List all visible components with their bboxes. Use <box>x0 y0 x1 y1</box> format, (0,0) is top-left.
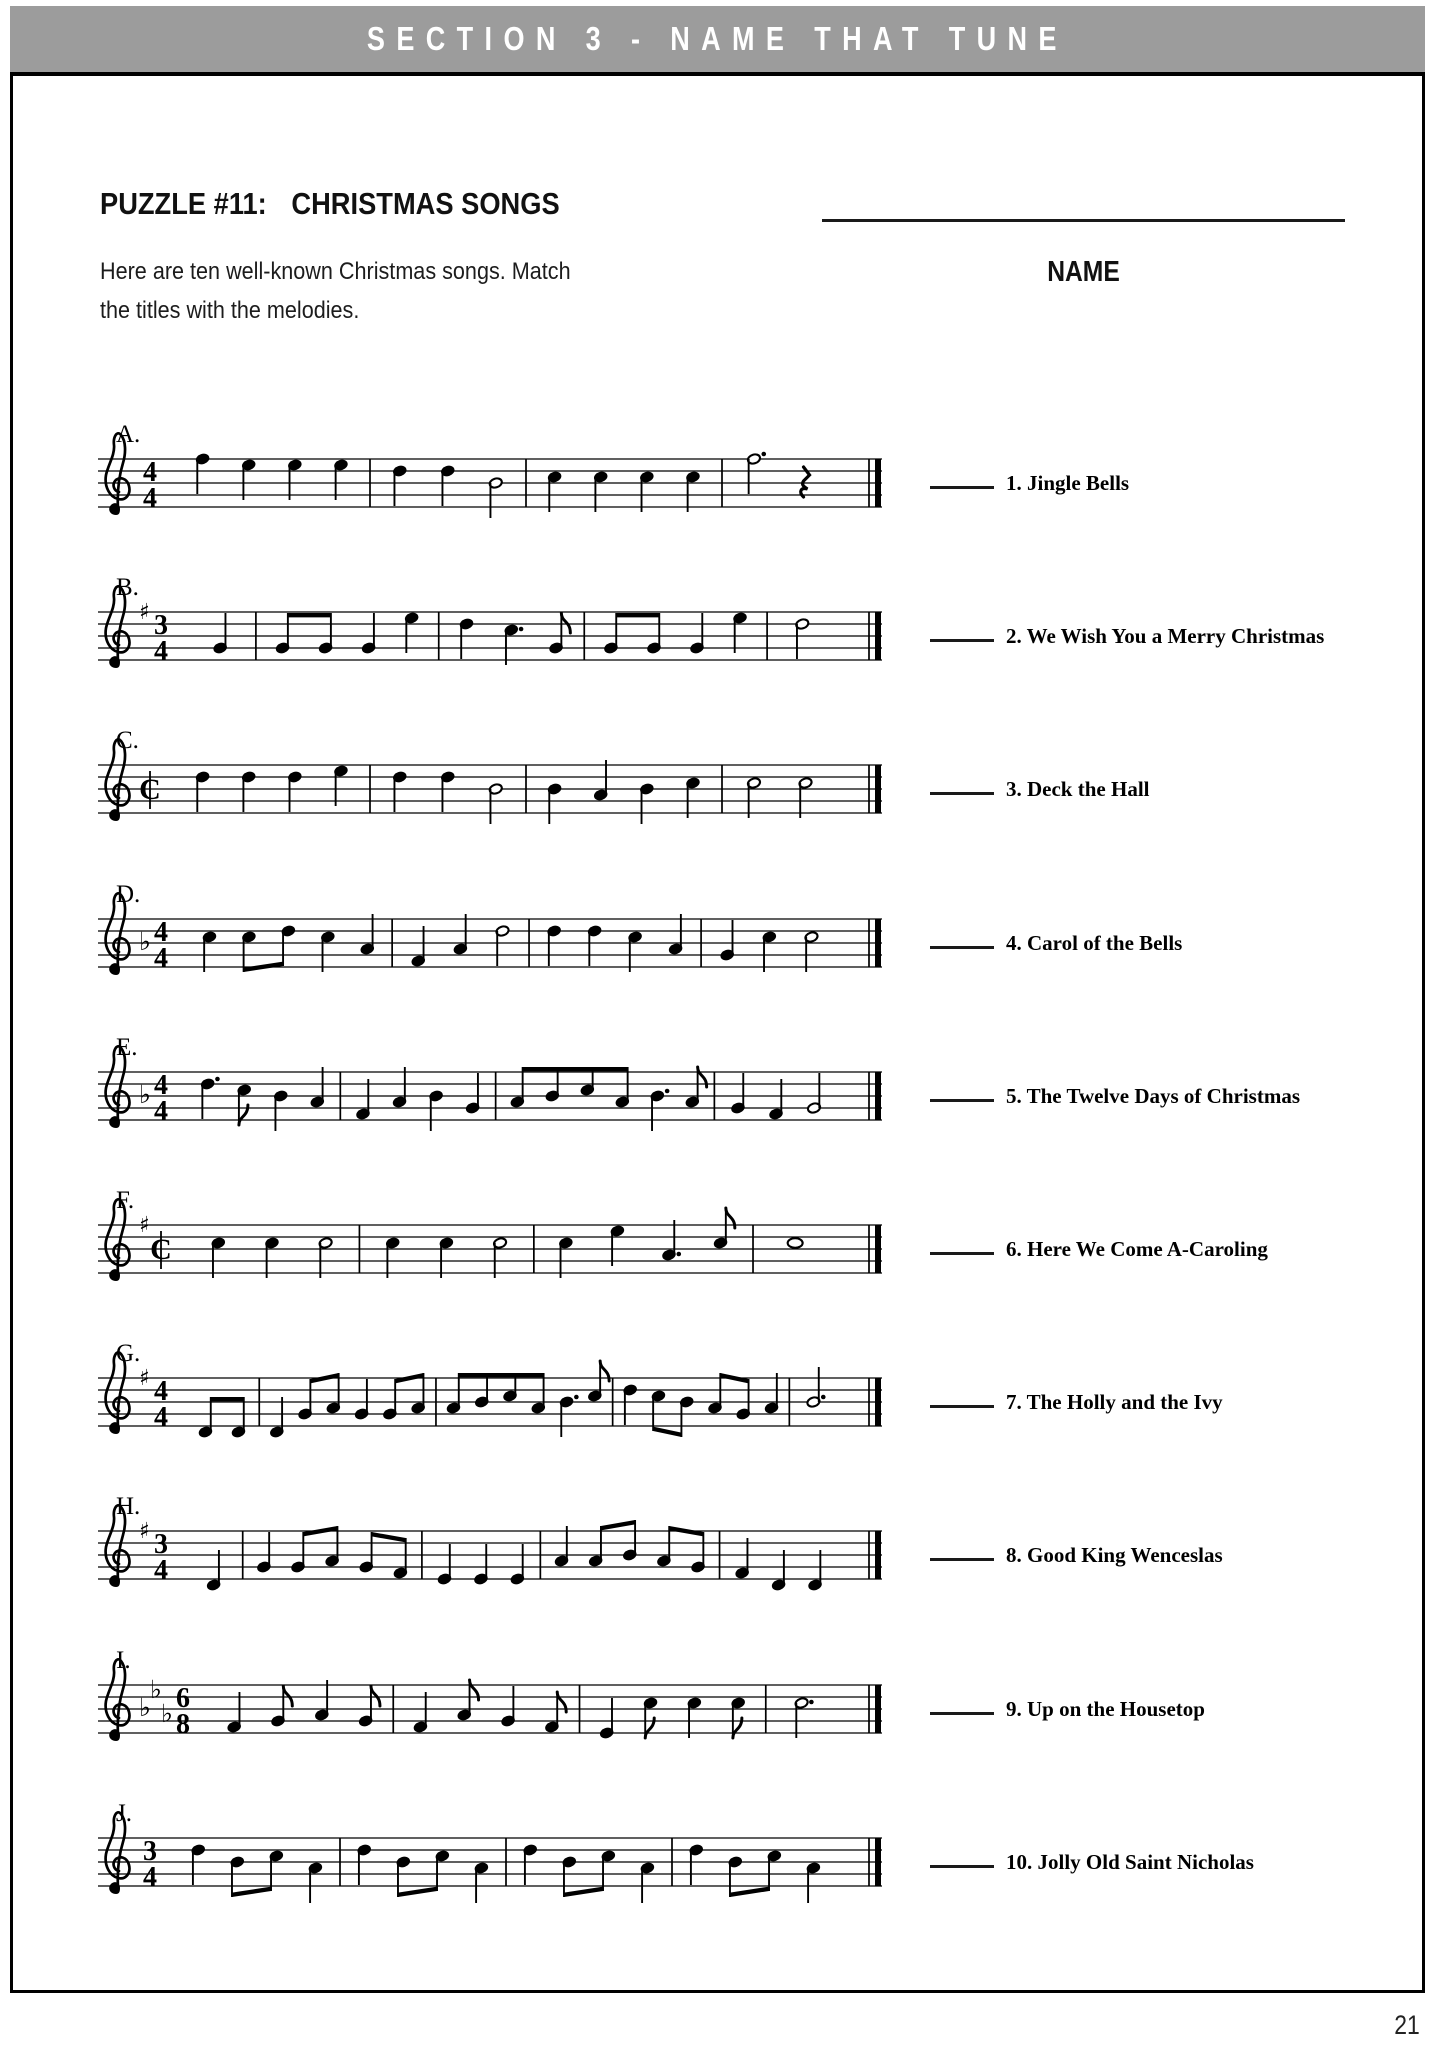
stave-row-A <box>98 419 1378 547</box>
final-barline <box>875 459 881 507</box>
svg-text:4: 4 <box>143 483 157 514</box>
song-title: Good King Wenceslas <box>1027 1543 1223 1567</box>
song-list-item <box>1006 1082 1300 1110</box>
answer-blank[interactable] <box>930 1558 994 1561</box>
song-number: 4. <box>1006 931 1027 955</box>
svg-text:4: 4 <box>143 1862 157 1893</box>
stave-letter: B. <box>116 574 139 601</box>
song-number: 2. <box>1006 624 1027 648</box>
stave-letter: I. <box>116 1647 131 1674</box>
staff-svg <box>98 879 888 1007</box>
flat-icon: ♭ <box>139 927 151 956</box>
time-signature <box>150 1231 172 1269</box>
svg-text:4: 4 <box>154 1376 168 1407</box>
beam <box>310 1373 338 1383</box>
song-list-item <box>1006 1235 1268 1263</box>
staff-svg <box>98 1645 888 1773</box>
final-barline <box>875 612 881 660</box>
song-title: Deck the Hall <box>1027 777 1150 801</box>
beam <box>244 962 283 972</box>
stave-letter: H. <box>116 1493 141 1520</box>
treble-clef-icon <box>106 586 130 668</box>
stave-letter: G. <box>116 1340 141 1367</box>
beam <box>459 1373 544 1377</box>
answer-blank[interactable] <box>930 946 994 949</box>
final-barline <box>875 1838 881 1886</box>
staff-svg <box>98 1185 888 1313</box>
answer-blank[interactable] <box>930 1252 994 1255</box>
time-signature <box>143 457 157 514</box>
treble-clef-icon <box>106 1659 130 1741</box>
time-signature <box>154 610 168 667</box>
final-barline <box>875 1685 881 1733</box>
svg-text:C: C <box>139 773 161 806</box>
song-list-item <box>1006 469 1129 497</box>
stave-row-D <box>98 879 1378 1007</box>
beam <box>730 1887 769 1897</box>
stave-row-F <box>98 1185 1378 1313</box>
stave-row-C <box>98 725 1378 853</box>
treble-clef-icon <box>106 1199 130 1281</box>
section-header-bar <box>10 6 1425 76</box>
beam <box>211 1397 244 1401</box>
puzzle-title: CHRISTMAS SONGS <box>291 186 560 221</box>
song-number: 7. <box>1006 1390 1027 1414</box>
song-list-item <box>1006 1388 1223 1416</box>
song-list-item <box>1006 1695 1205 1723</box>
song-list-item <box>1006 775 1149 803</box>
section-title: SECTION 3 - NAME THAT TUNE <box>367 20 1068 57</box>
sharp-icon: ♯ <box>139 1366 150 1391</box>
answer-blank[interactable] <box>930 486 994 489</box>
svg-text:C: C <box>150 1233 172 1266</box>
time-signature <box>143 1836 157 1893</box>
song-title: The Holly and the Ivy <box>1026 1390 1223 1414</box>
final-barline <box>875 1072 881 1120</box>
beam <box>720 1373 748 1383</box>
staff-svg <box>98 1338 888 1466</box>
answer-blank[interactable] <box>930 1865 994 1868</box>
answer-blank[interactable] <box>930 1099 994 1102</box>
staff-svg <box>98 725 888 853</box>
song-title: Here We Come A-Caroling <box>1027 1237 1268 1261</box>
final-barline <box>875 1531 881 1579</box>
beam <box>564 1887 603 1897</box>
answer-blank[interactable] <box>930 1712 994 1715</box>
time-signature <box>154 1070 168 1127</box>
answer-blank[interactable] <box>930 792 994 795</box>
flat-icon: ♭ <box>139 1693 151 1722</box>
svg-text:4: 4 <box>154 943 168 974</box>
beam <box>601 1520 635 1530</box>
svg-text:4: 4 <box>143 457 157 488</box>
svg-text:4: 4 <box>154 1555 168 1586</box>
song-title: The Twelve Days of Christmas <box>1026 1084 1301 1108</box>
song-list-item <box>1006 622 1324 650</box>
stave-row-B <box>98 572 1378 700</box>
treble-clef-icon <box>106 433 130 515</box>
staff-svg <box>98 419 888 547</box>
treble-clef-icon <box>106 1812 130 1894</box>
stave-row-H <box>98 1491 1378 1619</box>
sharp-icon: ♯ <box>139 1213 150 1238</box>
name-column-rule <box>822 219 1345 222</box>
song-number: 9. <box>1006 1697 1027 1721</box>
treble-clef-icon <box>106 1352 130 1434</box>
svg-text:4: 4 <box>154 636 168 667</box>
beam <box>653 1427 681 1437</box>
eighth-flag <box>371 1686 380 1706</box>
flat-icon: ♭ <box>139 1080 151 1109</box>
song-number: 6. <box>1006 1237 1027 1261</box>
svg-text:4: 4 <box>154 1096 168 1127</box>
song-list-item <box>1006 929 1182 957</box>
treble-clef-icon <box>106 739 130 821</box>
flat-icon: ♭ <box>150 1675 162 1704</box>
svg-text:4: 4 <box>154 1070 168 1101</box>
song-list-item <box>1006 1848 1254 1876</box>
eighth-flag <box>561 613 570 633</box>
staff-svg <box>98 572 888 700</box>
treble-clef-icon <box>106 1505 130 1587</box>
svg-text:8: 8 <box>176 1709 190 1740</box>
beam <box>303 1526 337 1536</box>
stave-row-J <box>98 1798 1378 1926</box>
song-number: 8. <box>1006 1543 1027 1567</box>
flat-icon: ♭ <box>161 1699 173 1728</box>
beam <box>398 1887 437 1897</box>
song-title: We Wish You a Merry Christmas <box>1026 624 1325 648</box>
page-number: 21 <box>1394 2010 1420 2040</box>
puzzle-label: PUZZLE #11: <box>100 186 267 221</box>
stave-letter: F. <box>116 1187 135 1214</box>
puzzle-heading <box>100 186 560 222</box>
stave-letter: D. <box>116 881 141 908</box>
stave-letter: A. <box>116 421 141 448</box>
instructions-line2: the titles with the melodies. <box>100 297 360 324</box>
stave-letter: E. <box>116 1034 138 1061</box>
beam <box>288 613 331 617</box>
treble-clef-icon <box>106 1046 130 1128</box>
treble-clef-icon <box>106 893 130 975</box>
svg-text:3: 3 <box>143 1836 157 1867</box>
note-head <box>788 1238 803 1248</box>
sharp-icon: ♯ <box>139 1519 150 1544</box>
instructions-line1: Here are ten well-known Christmas songs. Match <box>100 258 571 285</box>
beam <box>372 1532 406 1542</box>
stave-letter: C. <box>116 727 139 754</box>
beam <box>395 1373 423 1383</box>
time-signature <box>154 1529 168 1586</box>
svg-text:3: 3 <box>154 1529 168 1560</box>
sharp-icon: ♯ <box>139 600 150 625</box>
song-title: Carol of the Bells <box>1027 931 1183 955</box>
song-title: Jolly Old Saint Nicholas <box>1037 1850 1254 1874</box>
svg-text:3: 3 <box>154 610 168 641</box>
time-signature <box>176 1683 190 1740</box>
time-signature <box>154 917 168 974</box>
final-barline <box>875 1378 881 1426</box>
beam <box>523 1067 628 1071</box>
staff-svg <box>98 1032 888 1160</box>
beam <box>669 1526 703 1536</box>
beam <box>232 1887 271 1897</box>
stave-row-I <box>98 1645 1378 1773</box>
song-number: 10. <box>1006 1850 1038 1874</box>
stave-row-G <box>98 1338 1378 1466</box>
final-barline <box>875 919 881 967</box>
staff-svg <box>98 1798 888 1926</box>
svg-text:4: 4 <box>154 917 168 948</box>
final-barline <box>875 1225 881 1273</box>
svg-text:4: 4 <box>154 1402 168 1433</box>
stave-row-E <box>98 1032 1378 1160</box>
staff-svg <box>98 1491 888 1619</box>
stave-letter: J. <box>116 1800 132 1827</box>
time-signature <box>139 771 161 809</box>
song-number: 3. <box>1006 777 1027 801</box>
answer-blank[interactable] <box>930 1405 994 1408</box>
beam <box>616 613 659 617</box>
song-title: Up on the Housetop <box>1027 1697 1205 1721</box>
time-signature <box>154 1376 168 1433</box>
song-title: Jingle Bells <box>1027 471 1130 495</box>
name-column-header: NAME <box>1047 256 1120 288</box>
answer-blank[interactable] <box>930 639 994 642</box>
svg-text:6: 6 <box>176 1683 190 1714</box>
song-number: 5. <box>1006 1084 1027 1108</box>
instructions <box>100 252 571 330</box>
song-number: 1. <box>1006 471 1027 495</box>
final-barline <box>875 765 881 813</box>
song-list-item <box>1006 1541 1223 1569</box>
eighth-flag <box>283 1686 292 1706</box>
